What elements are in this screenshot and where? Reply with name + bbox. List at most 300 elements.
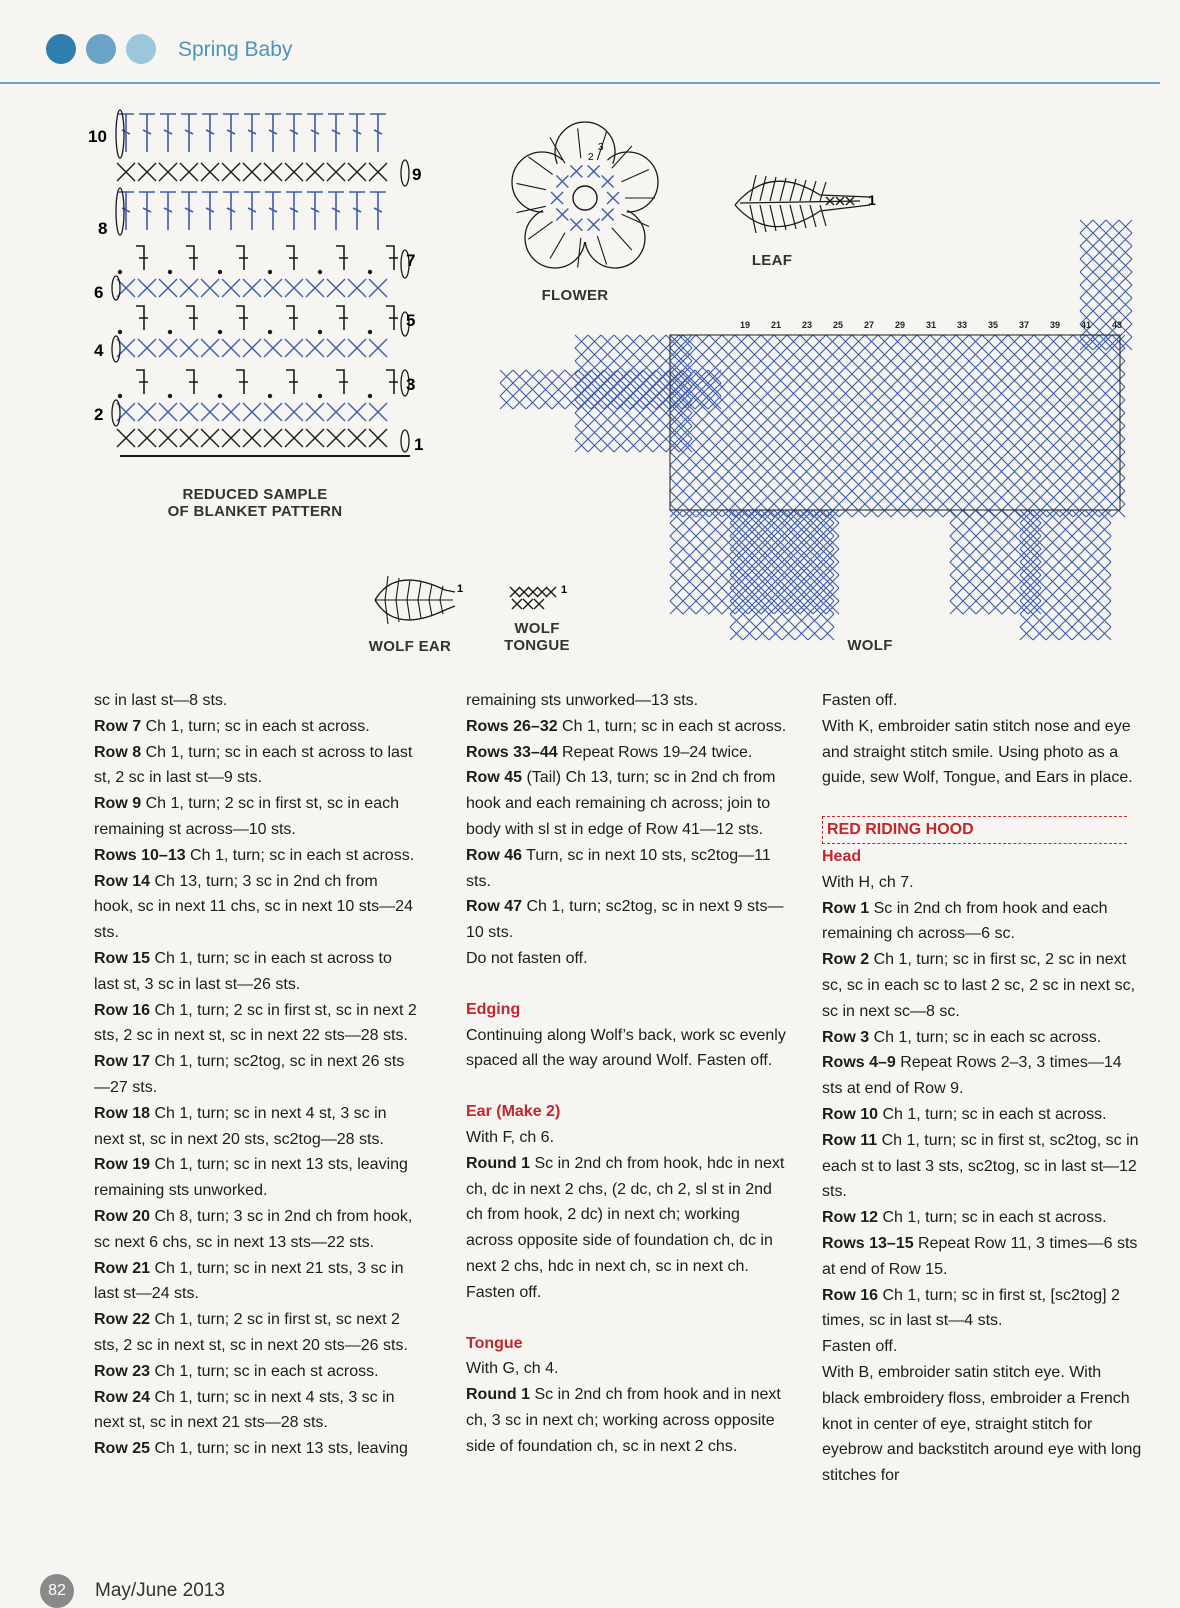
row-text: With B, embroider satin stitch eye. With black embroidery floss, embroider a French knot in center of eye, straight stitch for eyebrow and backstitch around eye with long stitches for xyxy=(822,1363,1142,1485)
text-column-1 xyxy=(94,688,419,1462)
sc-stitch-symbol xyxy=(348,403,366,421)
row-number: 29 xyxy=(895,320,906,330)
sc-stitch-symbol xyxy=(1002,575,1015,588)
sc-stitch-symbol xyxy=(1098,523,1111,536)
row-label: Row 9 xyxy=(94,795,142,813)
row-number: 41 xyxy=(1081,320,1092,330)
dc-stitch-symbol xyxy=(517,183,546,189)
sc-stitch-symbol xyxy=(995,452,1008,465)
sc-stitch-symbol xyxy=(1119,259,1132,272)
sc-stitch-symbol xyxy=(722,361,735,374)
sc-stitch-symbol xyxy=(800,478,813,491)
sc-stitch-symbol xyxy=(982,374,995,387)
slip-stitch-symbol xyxy=(218,394,222,398)
sc-stitch-symbol xyxy=(1059,627,1072,640)
sc-stitch-symbol xyxy=(552,370,565,383)
row-text: Ch 8, turn; 3 sc in 2nd ch from hook, sc next 6 chs, sc in next 13 sts—22 sts. xyxy=(94,1207,413,1251)
sc-stitch-symbol xyxy=(995,335,1008,348)
sc-stitch-symbol xyxy=(614,439,627,452)
sc-stitch-symbol xyxy=(878,491,891,504)
sc-stitch-symbol xyxy=(709,413,722,426)
sc-stitch-symbol xyxy=(683,575,696,588)
sc-stitch-symbol xyxy=(1008,426,1021,439)
slip-stitch-symbol xyxy=(118,394,122,398)
sc-stitch-symbol xyxy=(995,478,1008,491)
turning-chain xyxy=(116,110,124,158)
sc-stitch-symbol xyxy=(201,429,219,447)
sc-stitch-symbol xyxy=(640,400,653,413)
sc-stitch-symbol xyxy=(285,403,303,421)
sc-stitch-symbol xyxy=(264,339,282,357)
turning-chain xyxy=(112,400,120,426)
sc-stitch-symbol xyxy=(1099,439,1112,452)
sc-stitch-symbol xyxy=(656,383,669,396)
sc-stitch-symbol xyxy=(722,400,735,413)
instruction-paragraph xyxy=(94,1307,419,1359)
row-label: Row 19 xyxy=(94,1156,151,1174)
sc-stitch-symbol xyxy=(1002,536,1015,549)
row-label: Row 21 xyxy=(94,1259,151,1277)
dc-stitch-symbol xyxy=(118,114,134,152)
sc-stitch-symbol xyxy=(640,439,653,452)
sc-stitch-symbol xyxy=(982,387,995,400)
sc-stitch-symbol xyxy=(813,426,826,439)
sc-stitch-symbol xyxy=(761,478,774,491)
sc-stitch-symbol xyxy=(878,335,891,348)
sc-stitch-symbol xyxy=(969,374,982,387)
sc-stitch-symbol xyxy=(839,400,852,413)
row-text: Ch 1, turn; sc in next 21 sts, 3 sc in last st—24 sts. xyxy=(94,1259,404,1303)
row-label: Round 1 xyxy=(466,1386,530,1404)
sc-stitch-symbol xyxy=(1034,387,1047,400)
sc-stitch-symbol xyxy=(800,348,813,361)
sc-stitch-symbol xyxy=(917,413,930,426)
sc-stitch-symbol xyxy=(839,413,852,426)
sc-stitch-symbol xyxy=(891,426,904,439)
hdc-stitch-symbol xyxy=(336,370,348,394)
sc-stitch-symbol xyxy=(891,478,904,491)
sc-stitch-symbol xyxy=(735,387,748,400)
instruction-paragraph xyxy=(822,947,1142,1024)
sc-stitch-symbol xyxy=(1047,465,1060,478)
sc-stitch-symbol xyxy=(1002,588,1015,601)
sc-stitch-symbol xyxy=(839,439,852,452)
row-text: sc in last st—8 sts. xyxy=(94,692,228,709)
sc-stitch-symbol xyxy=(1119,233,1132,246)
sc-stitch-symbol xyxy=(1072,536,1085,549)
row-label: Rows 13–15 xyxy=(822,1234,914,1252)
sc-stitch-symbol xyxy=(930,361,943,374)
sc-stitch-symbol xyxy=(943,400,956,413)
row-label: Row 22 xyxy=(94,1311,151,1329)
sc-stitch-symbol xyxy=(180,403,198,421)
row-label: Rows 4–9 xyxy=(822,1054,896,1072)
sc-stitch-symbol xyxy=(1060,374,1073,387)
hdc-stitch-symbol xyxy=(386,246,398,270)
sc-stitch-symbol xyxy=(159,429,177,447)
row-text: remaining sts unworked—13 sts. xyxy=(466,692,699,709)
slip-stitch-symbol xyxy=(118,270,122,274)
sc-stitch-symbol xyxy=(878,348,891,361)
sc-stitch-symbol xyxy=(627,348,640,361)
sc-stitch-symbol xyxy=(989,575,1002,588)
sc-stitch-symbol xyxy=(683,562,696,575)
sc-stitch-symbol xyxy=(640,374,653,387)
sc-stitch-symbol xyxy=(588,361,601,374)
sc-stitch-symbol xyxy=(653,426,666,439)
slip-stitch-symbol xyxy=(318,330,322,334)
sc-stitch-symbol xyxy=(722,523,735,536)
sc-stitch-symbol xyxy=(963,575,976,588)
sc-stitch-symbol xyxy=(1086,374,1099,387)
sc-stitch-symbol xyxy=(696,426,709,439)
sc-stitch-symbol xyxy=(601,426,614,439)
sc-stitch-symbol xyxy=(1034,400,1047,413)
sc-stitch-symbol xyxy=(982,439,995,452)
sc-stitch-symbol xyxy=(1060,348,1073,361)
dc-stitch-symbol xyxy=(202,114,218,152)
sc-stitch-symbol xyxy=(643,370,656,383)
sc-stitch-symbol xyxy=(588,335,601,348)
instruction-paragraph xyxy=(822,896,1142,948)
sc-stitch-symbol xyxy=(956,478,969,491)
sc-stitch-symbol xyxy=(1047,361,1060,374)
sc-stitch-symbol xyxy=(735,478,748,491)
section-title: Spring Baby xyxy=(178,38,293,61)
sc-stitch-symbol xyxy=(222,403,240,421)
sc-stitch-symbol xyxy=(1060,335,1073,348)
sc-stitch-symbol xyxy=(1072,614,1085,627)
sc-stitch-symbol xyxy=(743,627,756,640)
sc-stitch-symbol xyxy=(1047,426,1060,439)
sc-stitch-symbol xyxy=(327,163,345,181)
sc-stitch-symbol xyxy=(826,439,839,452)
dc-stitch-symbol xyxy=(622,170,649,182)
sc-stitch-symbol xyxy=(588,439,601,452)
sc-stitch-symbol xyxy=(1086,465,1099,478)
sc-stitch-symbol xyxy=(839,335,852,348)
sc-stitch-symbol xyxy=(982,348,995,361)
row-number: 9 xyxy=(412,165,422,184)
instruction-paragraph xyxy=(466,1151,791,1306)
box-heading: RED RIDING HOOD xyxy=(822,816,1127,844)
hdc-stitch-symbol xyxy=(136,306,148,330)
sc-stitch-symbol xyxy=(865,426,878,439)
row-label: Row 17 xyxy=(94,1053,151,1071)
sc-stitch-symbol xyxy=(1072,562,1085,575)
instruction-paragraph xyxy=(94,1152,419,1204)
sc-stitch-symbol xyxy=(839,374,852,387)
sc-stitch-symbol xyxy=(943,452,956,465)
row-label: Row 46 xyxy=(466,846,523,864)
sc-stitch-symbol xyxy=(565,396,578,409)
hdc-stitch-symbol xyxy=(136,246,148,270)
turning-chain xyxy=(401,160,409,186)
sc-stitch-symbol xyxy=(1085,575,1098,588)
sc-stitch-symbol xyxy=(614,400,627,413)
dc-stitch-symbol xyxy=(429,584,432,600)
row-label: Row 3 xyxy=(822,1028,870,1046)
sc-stitch-symbol xyxy=(1119,220,1132,233)
sc-stitch-symbol xyxy=(891,465,904,478)
sc-stitch-symbol xyxy=(1098,614,1111,627)
sc-stitch-symbol xyxy=(696,562,709,575)
sc-stitch-symbol xyxy=(138,429,156,447)
sc-stitch-symbol xyxy=(627,374,640,387)
dc-stitch-symbol xyxy=(160,192,176,230)
sc-stitch-symbol xyxy=(839,426,852,439)
sc-stitch-symbol xyxy=(956,374,969,387)
sc-stitch-symbol xyxy=(1008,465,1021,478)
sc-stitch-symbol xyxy=(653,335,666,348)
sc-stitch-symbol xyxy=(1008,400,1021,413)
sc-stitch-symbol xyxy=(1073,439,1086,452)
sc-stitch-symbol xyxy=(683,491,696,504)
sc-stitch-symbol xyxy=(601,400,614,413)
sc-stitch-symbol xyxy=(670,478,683,491)
sc-stitch-symbol xyxy=(709,478,722,491)
sc-stitch-symbol xyxy=(1047,387,1060,400)
sc-stitch-symbol xyxy=(800,374,813,387)
sc-stitch-symbol xyxy=(222,163,240,181)
slip-stitch-symbol xyxy=(268,394,272,398)
sc-stitch-symbol xyxy=(683,536,696,549)
instruction-paragraph xyxy=(94,1049,419,1101)
sc-stitch-symbol xyxy=(575,348,588,361)
sc-stitch-symbol xyxy=(683,588,696,601)
sc-stitch-symbol xyxy=(369,279,387,297)
sc-stitch-symbol xyxy=(795,627,808,640)
sc-stitch-symbol xyxy=(1098,575,1111,588)
sc-stitch-symbol xyxy=(138,163,156,181)
sc-stitch-symbol xyxy=(327,429,345,447)
sc-stitch-symbol xyxy=(1021,387,1034,400)
sc-stitch-symbol xyxy=(1086,400,1099,413)
hdc-stitch-symbol xyxy=(286,370,298,394)
row-label: Row 16 xyxy=(822,1286,879,1304)
dc-stitch-symbol xyxy=(370,192,386,230)
sc-stitch-symbol xyxy=(539,370,552,383)
sc-stitch-symbol xyxy=(982,335,995,348)
sc-stitch-symbol xyxy=(989,510,1002,523)
sc-stitch-symbol xyxy=(852,465,865,478)
dc-stitch-symbol xyxy=(328,114,344,152)
slip-stitch-symbol xyxy=(168,394,172,398)
sc-stitch-symbol xyxy=(756,614,769,627)
sc-stitch-symbol xyxy=(159,339,177,357)
sc-stitch-symbol xyxy=(1046,575,1059,588)
slip-stitch-symbol xyxy=(318,270,322,274)
sc-stitch-symbol xyxy=(761,413,774,426)
row-label: Row 47 xyxy=(466,898,523,916)
sc-stitch-symbol xyxy=(722,348,735,361)
row-text: Ch 1, turn; sc in each st across. xyxy=(141,717,370,735)
sc-stitch-symbol xyxy=(1008,348,1021,361)
row-text: Ch 1, turn; sc in next 4 st, 3 sc in next st, sc in next 20 sts, sc2tog—28 sts. xyxy=(94,1104,387,1148)
sc-stitch-symbol xyxy=(1073,452,1086,465)
row-text: Do not fasten off. xyxy=(466,949,588,967)
sc-stitch-symbol xyxy=(1059,614,1072,627)
sc-stitch-symbol xyxy=(800,413,813,426)
sc-stitch-symbol xyxy=(787,452,800,465)
sc-stitch-symbol xyxy=(201,403,219,421)
sc-stitch-symbol xyxy=(891,361,904,374)
sc-stitch-symbol xyxy=(735,426,748,439)
sc-stitch-symbol xyxy=(995,465,1008,478)
sc-stitch-symbol xyxy=(1008,387,1021,400)
sc-stitch-symbol xyxy=(1086,361,1099,374)
instruction-paragraph xyxy=(822,1231,1142,1283)
sc-stitch-symbol xyxy=(852,478,865,491)
sc-stitch-symbol xyxy=(730,614,743,627)
sc-stitch-symbol xyxy=(995,361,1008,374)
sc-stitch-symbol xyxy=(865,452,878,465)
sc-stitch-symbol xyxy=(891,387,904,400)
sc-stitch-symbol xyxy=(722,491,735,504)
sc-stitch-symbol xyxy=(670,452,683,465)
instruction-paragraph xyxy=(466,843,791,895)
sc-stitch-symbol xyxy=(852,387,865,400)
sc-stitch-symbol xyxy=(656,370,669,383)
sc-stitch-symbol xyxy=(813,361,826,374)
dc-stitch-symbol xyxy=(418,600,421,618)
sc-stitch-symbol xyxy=(670,465,683,478)
sc-stitch-symbol xyxy=(813,478,826,491)
sc-stitch-symbol xyxy=(306,163,324,181)
sc-stitch-symbol xyxy=(604,370,617,383)
row-text: Repeat Rows 19–24 twice. xyxy=(557,743,753,761)
dc-stitch-symbol xyxy=(407,580,410,600)
sc-stitch-symbol xyxy=(982,452,995,465)
instruction-paragraph xyxy=(94,869,419,946)
hdc-stitch-symbol xyxy=(386,370,398,394)
sc-stitch-symbol xyxy=(1034,439,1047,452)
sc-stitch-symbol xyxy=(904,439,917,452)
header-rule xyxy=(0,82,1160,84)
row-label: Row 14 xyxy=(94,872,151,890)
sc-stitch-symbol xyxy=(995,374,1008,387)
issue-date: May/June 2013 xyxy=(95,1580,225,1601)
sc-stitch-symbol xyxy=(878,478,891,491)
instruction-paragraph xyxy=(94,714,419,740)
sc-stitch-symbol xyxy=(653,413,666,426)
sc-stitch-symbol xyxy=(627,413,640,426)
instruction-paragraph xyxy=(94,998,419,1050)
sc-stitch-symbol xyxy=(826,452,839,465)
sc-stitch-symbol xyxy=(1073,400,1086,413)
sc-stitch-symbol xyxy=(722,510,735,523)
sc-stitch-symbol xyxy=(1119,285,1132,298)
sc-stitch-symbol xyxy=(601,374,614,387)
sc-stitch-symbol xyxy=(722,387,735,400)
sc-stitch-symbol xyxy=(640,361,653,374)
sc-stitch-symbol xyxy=(513,396,526,409)
sc-stitch-symbol xyxy=(930,426,943,439)
sc-stitch-symbol xyxy=(761,387,774,400)
sc-stitch-symbol xyxy=(891,439,904,452)
sc-stitch-symbol xyxy=(601,348,614,361)
sc-stitch-symbol xyxy=(670,562,683,575)
sc-stitch-symbol xyxy=(826,348,839,361)
hdc-stitch-symbol xyxy=(286,246,298,270)
sc-stitch-symbol xyxy=(617,383,630,396)
row-text: Ch 1, turn; sc2tog, sc in next 26 sts—27 sts. xyxy=(94,1053,405,1096)
sc-stitch-symbol xyxy=(826,491,839,504)
sc-stitch-symbol xyxy=(709,536,722,549)
sc-stitch-symbol xyxy=(643,396,656,409)
sc-stitch-symbol xyxy=(963,523,976,536)
row-text: Ch 1, turn; sc in each st across. xyxy=(557,717,787,735)
sc-stitch-symbol xyxy=(1080,220,1093,233)
sc-stitch-symbol xyxy=(640,335,653,348)
sc-stitch-symbol xyxy=(748,491,761,504)
slip-stitch-symbol xyxy=(368,394,372,398)
round-number: 3 xyxy=(598,142,604,153)
sc-stitch-symbol xyxy=(976,536,989,549)
sc-stitch-symbol xyxy=(976,549,989,562)
sc-stitch-symbol xyxy=(904,491,917,504)
instruction-paragraph xyxy=(822,1283,1142,1335)
sc-stitch-symbol xyxy=(943,361,956,374)
sc-stitch-symbol xyxy=(1059,562,1072,575)
sc-stitch-symbol xyxy=(722,562,735,575)
sc-stitch-symbol xyxy=(696,549,709,562)
sc-stitch-symbol xyxy=(878,387,891,400)
turning-chain xyxy=(112,336,120,362)
sc-stitch-symbol xyxy=(917,374,930,387)
sc-stitch-symbol xyxy=(852,452,865,465)
row-number: 43 xyxy=(1112,320,1123,330)
sc-stitch-symbol xyxy=(1047,400,1060,413)
sc-stitch-symbol xyxy=(865,439,878,452)
dc-stitch-symbol xyxy=(160,114,176,152)
sc-stitch-symbol xyxy=(930,439,943,452)
sc-stitch-symbol xyxy=(1008,439,1021,452)
sc-stitch-symbol xyxy=(180,339,198,357)
sc-stitch-symbol xyxy=(1060,361,1073,374)
sc-stitch-symbol xyxy=(1106,285,1119,298)
sc-stitch-symbol xyxy=(722,478,735,491)
sc-stitch-symbol xyxy=(878,361,891,374)
sc-stitch-symbol xyxy=(575,426,588,439)
sc-stitch-symbol xyxy=(1106,298,1119,311)
dc-stitch-symbol xyxy=(429,600,432,616)
sc-stitch-symbol xyxy=(943,465,956,478)
sc-stitch-symbol xyxy=(519,587,529,597)
sc-stitch-symbol xyxy=(1086,491,1099,504)
sc-stitch-symbol xyxy=(243,429,261,447)
sc-stitch-symbol xyxy=(683,601,696,614)
sc-stitch-symbol xyxy=(795,614,808,627)
instruction-paragraph xyxy=(94,1101,419,1153)
sc-stitch-symbol xyxy=(891,491,904,504)
sc-stitch-symbol xyxy=(604,383,617,396)
sc-stitch-symbol xyxy=(1119,246,1132,259)
section-heading: Tongue xyxy=(466,1334,523,1352)
row-number: 31 xyxy=(926,320,937,330)
sc-stitch-symbol xyxy=(552,383,565,396)
sc-stitch-symbol xyxy=(748,439,761,452)
sc-stitch-symbol xyxy=(989,549,1002,562)
sc-stitch-symbol xyxy=(1093,233,1106,246)
sc-stitch-symbol xyxy=(1008,491,1021,504)
sc-stitch-symbol xyxy=(774,426,787,439)
sc-stitch-symbol xyxy=(1034,335,1047,348)
sc-stitch-symbol xyxy=(1020,627,1033,640)
sc-stitch-symbol xyxy=(1085,614,1098,627)
dc-stitch-symbol xyxy=(418,582,421,600)
hdc-stitch-symbol xyxy=(186,370,198,394)
